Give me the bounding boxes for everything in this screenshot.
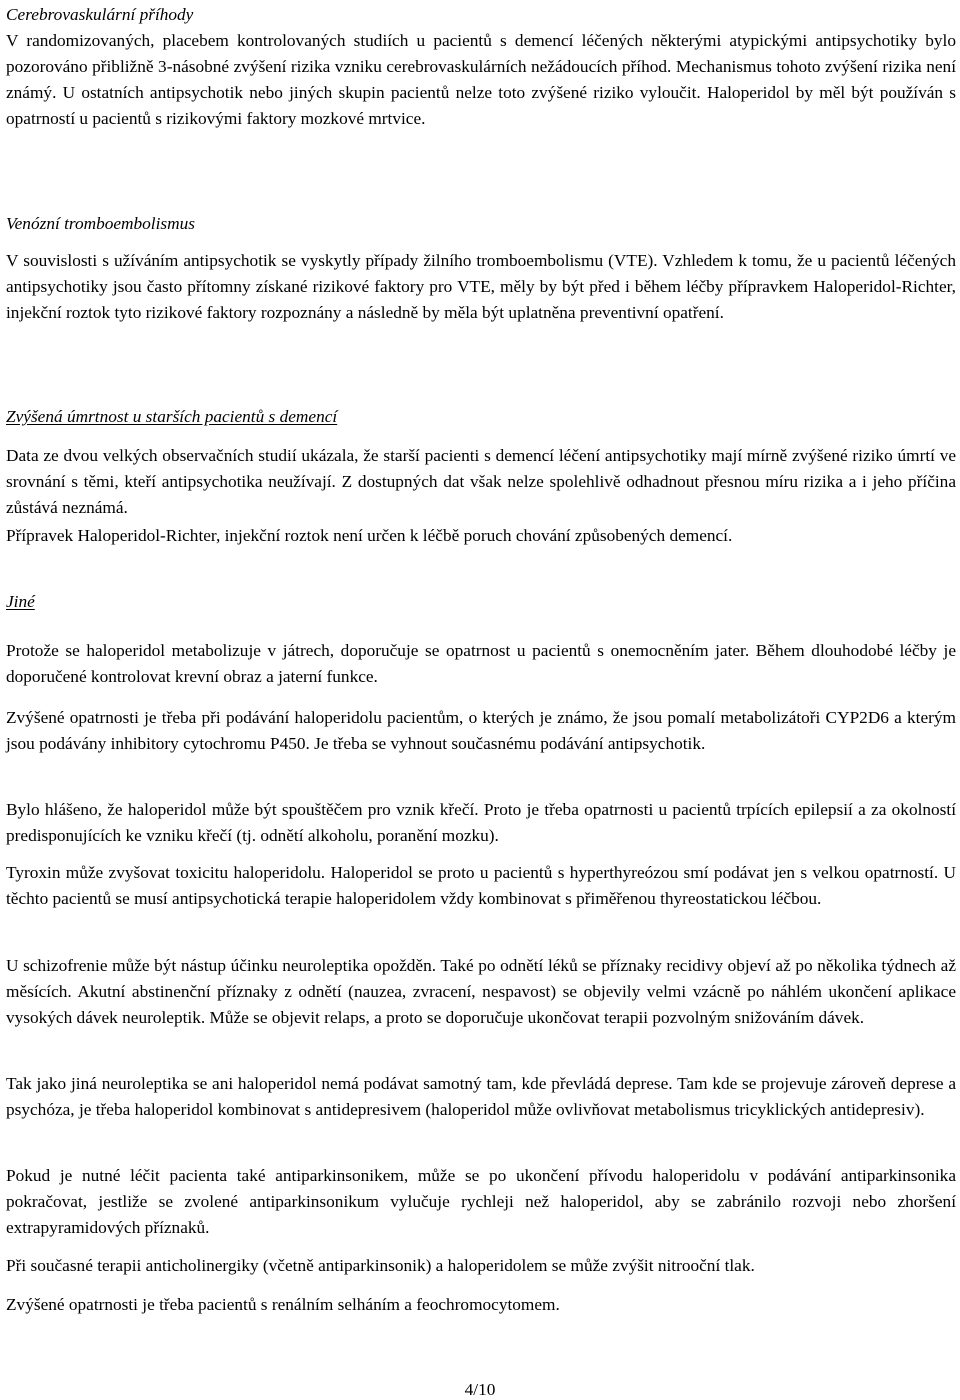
- paragraph: Data ze dvou velkých observačních studií ukázala, že starší pacienti s demencí léčení antipsychotiky mají mírně zvýšené riziko úmrtí ve srovnání s těmi, kteří antipsychotika neužívají. Z dostupných dat však nelze spolehlivě odhadnout přesnou míru rizika a i jeho příčina zůstává neznámá.: [6, 446, 956, 517]
- paragraph: Tyroxin může zvyšovat toxicitu haloperidolu. Haloperidol se proto u pacientů s hyperthyreózou smí podávat jen s velkou opatrností. U těchto pacientů se musí antipsychotická terapie haloperidolem vždy kombinovat s přiměřenou thyreostatickou léčbou.: [6, 863, 956, 908]
- paragraph: V randomizovaných, placebem kontrolovaných studiích u pacientů s demencí léčených některými atypickými antipsychotiky bylo pozorováno přibližně 3-násobné zvýšení rizika vzniku cerebrovaskulárních nežádoucích příhod. Mechanismus tohoto zvýšení rizika není známý. U ostatních antipsychotik nebo jiných skupin pacientů nelze toto zvýšené riziko vyloučit. Haloperidol by měl být používán s opatrností u pacientů s rizikovými faktory mozkové mrtvice.: [6, 31, 956, 128]
- section-heading-other: Jiné: [6, 592, 35, 611]
- page-number: 4/10: [464, 1380, 496, 1399]
- paragraph: Při současné terapii anticholinergiky (včetně antiparkinsonik) a haloperidolem se může zvýšit nitrooční tlak.: [6, 1256, 755, 1275]
- paragraph: Bylo hlášeno, že haloperidol může být spouštěčem pro vznik křečí. Proto je třeba opatrnosti u pacientů trpících epilepsií a za okolností predisponujících ke vzniku křečí (tj. odnětí alkoholu, poranění mozku).: [6, 800, 956, 845]
- paragraph: Zvýšené opatrnosti je třeba při podávání haloperidolu pacientům, o kterých je známo, že jsou pomalí metabolizátoři CYP2D6 a kterým jsou podávány inhibitory cytochromu P450. Je třeba se vyhnout současnému podávání antipsychotik.: [6, 708, 956, 753]
- paragraph: Zvýšené opatrnosti je třeba pacientů s renálním selháním a feochromocytomem.: [6, 1295, 560, 1314]
- paragraph: Protože se haloperidol metabolizuje v játrech, doporučuje se opatrnost u pacientů s onemocněním jater. Během dlouhodobé léčby je doporučené kontrolovat krevní obraz a jaterní funkce.: [6, 641, 956, 686]
- paragraph: U schizofrenie může být nástup účinku neuroleptika opožděn. Také po odnětí léků se příznaky recidivy objeví až po několika týdnech až měsících. Akutní abstinenční příznaky z odnětí (nauzea, zvracení, nespavost) se objevily velmi vzácně po náhlém ukončení aplikace vysokých dávek neuroleptik. Může se objevit relaps, a proto se doporučuje ukončovat terapii pozvolným snižováním dávek.: [6, 956, 956, 1027]
- section-heading-mortality: Zvýšená úmrtnost u starších pacientů s demencí: [6, 407, 338, 426]
- paragraph: Přípravek Haloperidol-Richter, injekční roztok není určen k léčbě poruch chování způsobených demencí.: [6, 526, 733, 545]
- paragraph: Tak jako jiná neuroleptika se ani haloperidol nemá podávat samotný tam, kde převládá deprese. Tam kde se projevuje zároveň deprese a psychóza, je třeba haloperidol kombinovat s antidepresivem (haloperidol může ovlivňovat metabolismus tricyklických antidepresiv).: [6, 1074, 956, 1119]
- section-heading-cerebrovascular: Cerebrovaskulární příhody: [6, 5, 194, 24]
- paragraph: Pokud je nutné léčit pacienta také antiparkinsonikem, může se po ukončení přívodu haloperidolu v podávání antiparkinsonika pokračovat, jestliže se zvolené antiparkinsonikum vylučuje rychleji než haloperidol, aby se zabránilo rozvoji nebo zhoršení extrapyramidových příznaků.: [6, 1166, 956, 1237]
- paragraph: V souvislosti s užíváním antipsychotik se vyskytly případy žilního tromboembolismu (VTE). Vzhledem k tomu, že u pacientů léčených antipsychotiky jsou často přítomny získané rizikové faktory pro VTE, měly by být před i během léčby přípravkem Haloperidol-Richter, injekční roztok tyto rizikové faktory rozpoznány a následně by měla být uplatněna preventivní opatření.: [6, 251, 956, 322]
- section-heading-vte: Venózní tromboembolismus: [6, 214, 195, 233]
